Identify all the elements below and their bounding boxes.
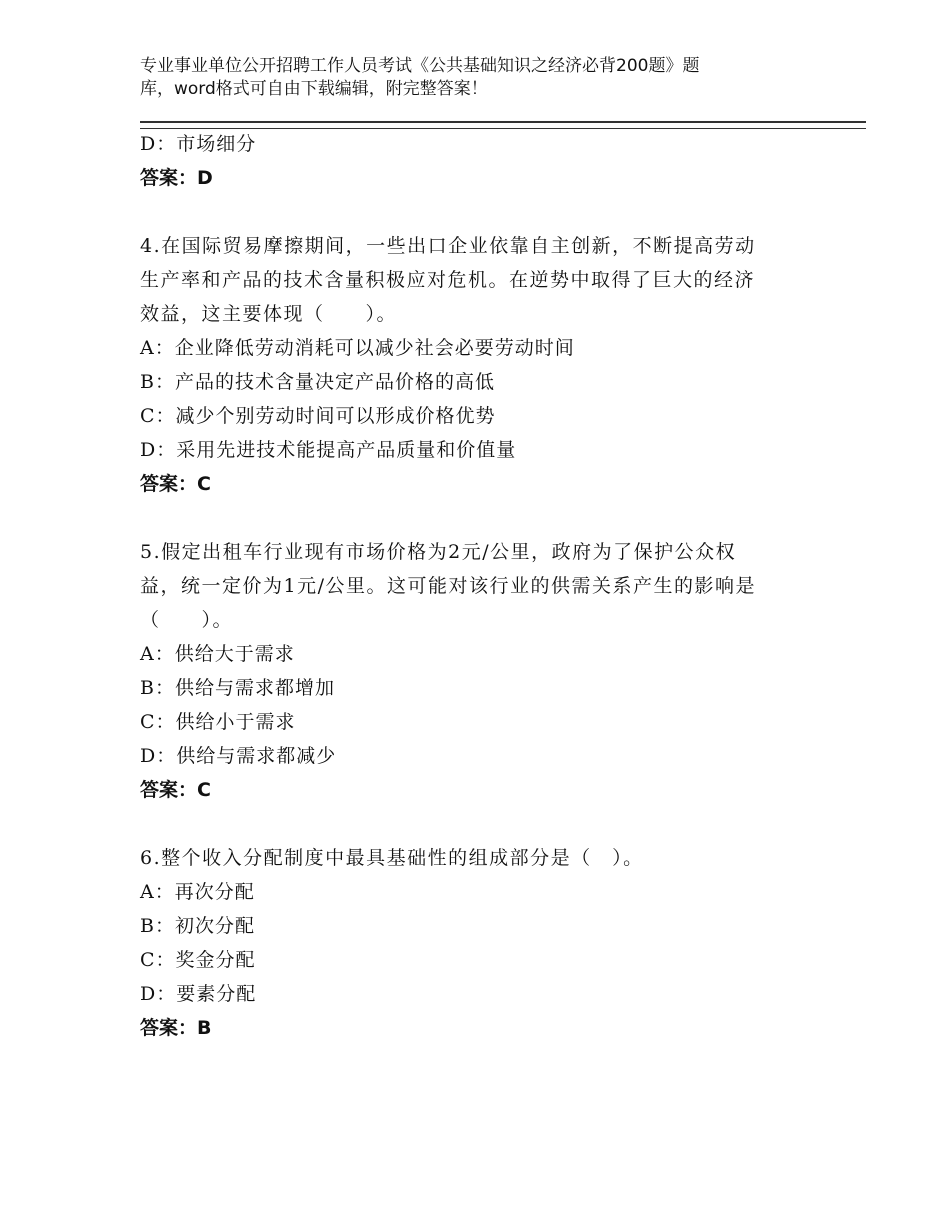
question-6 xyxy=(140,841,820,1045)
spacer xyxy=(140,807,820,841)
question-text-line: 效益，这主要体现（ ）。 xyxy=(140,303,398,325)
question-4 xyxy=(140,229,820,501)
option-b: B：初次分配 xyxy=(140,915,255,937)
answer-label: 答案：B xyxy=(140,1017,212,1039)
option-b: B：供给与需求都增加 xyxy=(140,677,335,699)
question-text-line: 4.在国际贸易摩擦期间，一些出口企业依靠自主创新，不断提高劳动 xyxy=(140,235,756,257)
option-a: A：企业降低劳动消耗可以减少社会必要劳动时间 xyxy=(140,337,575,359)
question-text xyxy=(140,229,805,331)
header-line-1: 专业事业单位公开招聘工作人员考试《公共基础知识之经济必背200题》题 xyxy=(140,56,700,76)
question-text-line: 生产率和产品的技术含量积极应对危机。在逆势中取得了巨大的经济 xyxy=(140,269,756,291)
option-c: C：奖金分配 xyxy=(140,949,256,971)
option-b: B：产品的技术含量决定产品价格的高低 xyxy=(140,371,495,393)
option-d: D：采用先进技术能提高产品质量和价值量 xyxy=(140,439,517,461)
question-text-line: 6.整个收入分配制度中最具基础性的组成部分是（ ）。 xyxy=(140,847,644,869)
option-d: D：供给与需求都减少 xyxy=(140,745,337,767)
spacer xyxy=(140,501,820,535)
answer-label: 答案：C xyxy=(140,779,211,801)
question-text xyxy=(140,841,805,875)
option-c: C：减少个别劳动时间可以形成价格优势 xyxy=(140,405,496,427)
option-a: A：再次分配 xyxy=(140,881,255,903)
spacer xyxy=(140,195,820,229)
header-line-2: 库，word格式可自由下载编辑，附完整答案！ xyxy=(140,79,488,99)
answer-label: 答案：D xyxy=(140,167,213,189)
question-5 xyxy=(140,535,820,807)
question-text xyxy=(140,535,805,637)
question-text-line: 益，统一定价为1元/公里。这可能对该行业的供需关系产生的影响是 xyxy=(140,575,756,597)
document-body xyxy=(140,127,820,1045)
option-d: D：市场细分 xyxy=(140,133,257,155)
question-text-line: （ ）。 xyxy=(140,609,234,631)
option-d: D：要素分配 xyxy=(140,983,257,1005)
option-c: C：供给小于需求 xyxy=(140,711,296,733)
question-3-tail xyxy=(140,127,820,195)
question-text-line: 5.假定出租车行业现有市场价格为2元/公里，政府为了保护公众权 xyxy=(140,541,737,563)
option-a: A：供给大于需求 xyxy=(140,643,295,665)
answer-label: 答案：C xyxy=(140,473,211,495)
document-header xyxy=(140,55,820,101)
